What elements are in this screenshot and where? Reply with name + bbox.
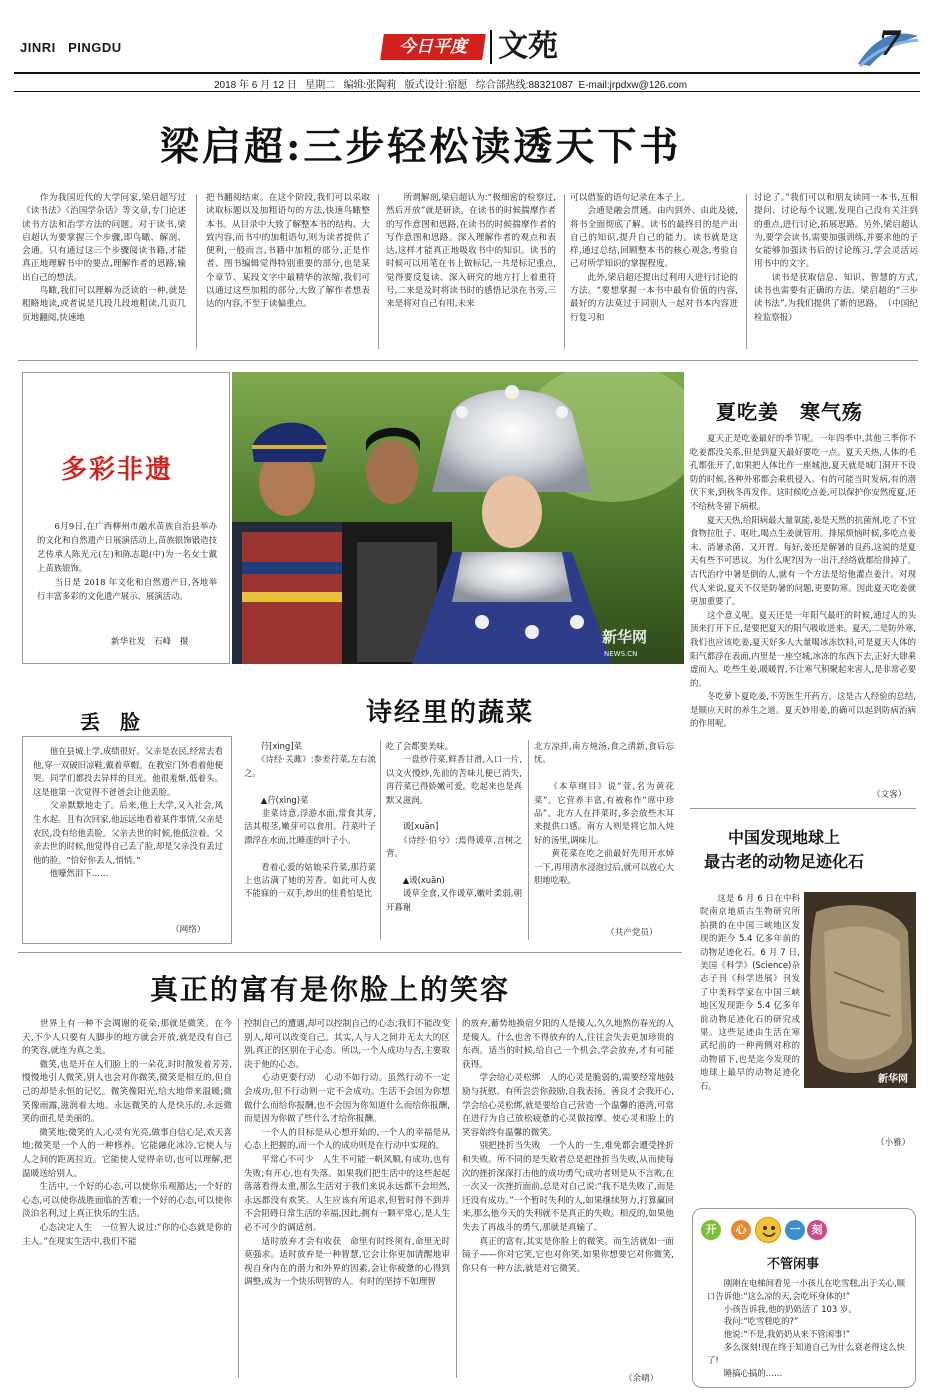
diulian-body: 他在县城上学,成绩很好。父亲是农民,经常去看他,穿一双破旧凉鞋,戴着草帽。在教室门外看着他便哭。同学们都投去异样的目光。他很羞惭,低着头。这是他第一次觉得不爸爸会让他丢脸。 父亲默默地走了。后来,他上大学,又入社会,风生水起。且有次回家,他远远地看着某件事情,父亲是农民,没有给他丢脸。父亲去世的时候,他低泣着。父亲去世的时候,他觉得自己丢了脸,却是父亲没有丢过他的脸。“恰好你丢人,悄悄。” 他嚎然泪下…… — [33, 746, 223, 879]
fossil-photo — [804, 892, 916, 1088]
diulian-headline: 丢 脸 — [80, 710, 140, 734]
section-title: 文苑 — [498, 29, 558, 64]
lead-column-2: 把书翻阅结束。在这个阶段,我们可以采取读取标题以及加粗语句的方法,快速鸟瞰整本书。从目录中大致了解整本书的结构、大致内容,而书中的加粗语句,则为读者提供了便利,一般而言,书籍中加粗的部分,正是作者、图书编辑觉得特别重要的部分,也是某个章节、某段文字中最精华的浓缩,我们可以通过这些加粗的部分,大致了解作者想表达的内容,不至于读偏重点。 — [206, 193, 370, 310]
diulian-credit: （网络） — [171, 925, 206, 935]
page-number-badge — [856, 26, 920, 68]
ginger-credit: （文客） — [872, 790, 907, 800]
heritage-photo-illustration — [232, 372, 684, 664]
lead-column-3: 所谓解剖,梁启超认为:“极细密的检察过,然后开放”就是研读。在读书的时候揣摩作者的写作意图和思路,在读书的时候揣摩作者的写作意图和思路。深入理解作者的观点和表达,这样才能真正地吸收书中的知识。读书的时候可以用笔在书上做标记,一共是标记重点,觉得要反复读、深入研究的地方打上着重符号,二来是及时将读书时的感悟记录在书旁,三来是将对自己有用,未来 — [386, 193, 556, 310]
masthead-divider — [490, 30, 492, 64]
lead-column-1: 作为我国近代的大学问家,梁启超写过《读书法》《治国学杂话》等文章,专门论述读书方法和治学方法的问题。对于读书,梁启超认为要掌握三个步骤,即鸟瞰、解剖、会通。只有通过这三个步骤阅读书籍,才能真正地理解书中的要点,理解作者的思路,输出自己的想法。 鸟瞰,我们可以理解为泛读的一种,就是粗略地读,或者说是几段几段地粗读,几页几页地翻阅,快速地 — [22, 193, 186, 323]
vegetables-credit: （共产党员） — [606, 928, 658, 938]
section-divider-middle — [18, 952, 682, 953]
humor-badge — [701, 1217, 821, 1243]
vegetables-divider-1 — [380, 740, 381, 940]
humor-headline: 不管闲事 — [767, 1257, 820, 1272]
masthead — [14, 26, 920, 96]
heritage-photo — [232, 372, 684, 664]
photo-feature-caption: 6月9日,在广西柳州市融水苗族自治县举办的文化和自然遗产日展演活动上,苗族银饰锻造技艺传承人陈光元(左)和陈志聪(中)为一名女士戴上苗族银饰。 当日是 2018 年文化和自然遗产日,各地举行丰富多彩的文化遗产展示、展演活动。 — [37, 521, 217, 601]
lead-headline: 梁启超:三步轻松读透天下书 — [160, 124, 682, 170]
lead-divider-1 — [196, 194, 197, 349]
smile-column-1: 世界上有一种不会凋谢的花朵,那就是微笑。在今天,不少人只要有人脚步的地方就会开放,就是没有自己的笑容,就连为真之美。 微笑,也是开在人们脸上的一朵花,时时散发着芳芳,慢慢地引人微笑,别人也会对你微笑,微笑是相互的,但自己的却是永恒的记忆。微笑像阳光,给大地带来温暖;微笑像雨露,滋润着大地。永远微笑的人是快乐的,永远微笑的面孔是美丽的。 微笑地;微笑的人,心灵有光亮,做事自信心足,欢天喜地;微笑是一个人的一种修养。它能融化冰冷,它使人与人之间的距离拉近。它能使人觉得亲切,也可以理解,把温暖送给别人。 生活中,一个好的心态,可以使你乐观豁达;一个好的心态,可以使你战胜面临的苦难;一个好的心态,可以使你淡泊名利,过上真正快乐的生活。 心态决定人生 一位智人说过:“你的心态就是你的主人。”在现实生活中,我们不能 — [22, 1019, 232, 1247]
ginger-fossil-divider — [690, 808, 916, 809]
vegetables-headline: 诗经里的蔬菜 — [366, 698, 535, 728]
humor-body: 刚刚在电梯间看见一小孩儿在吃雪糕,出于关心,顺口告诉他:“这么凉的天,会吃坏身体的!” 小孩告诉我,他的奶奶活了 103 岁。 我问:“吃雪糕吃的?” 他说:“不是,我奶奶从来不管闲事!” 多么深刻!现在终于知道自己为什么衰老得这么快了! 睡搞心搞的…… — [707, 1278, 905, 1378]
newspaper-logo-text: 今日平度 — [399, 37, 467, 57]
masthead-pinyin: JINRI PINGDU — [20, 40, 122, 55]
photo-watermark: 新华网 — [602, 628, 648, 646]
photo-feature-title: 多彩非遗 — [61, 455, 174, 485]
diulian-box — [22, 736, 232, 944]
humor-badge-char-2: 心 — [731, 1220, 751, 1240]
smile-column-2: 控制自己的遭遇,却可以控制自己的心态;我们不能改变别人,却可以改变自己。其实,人与人之间并无太大的区别,真正的区别在于心态。所以,一个人成功与否,主要取决于他的心态。 心动更要行动 心动不如行动。虽然行动不一定会成功,但不行动则一定不会成功。生活不会因为你想做什么而给你报酬,也不会因为你知道什么而给你报酬,而是因为你做了些什么才给你报酬。 一个人的目标是从心想开始的,一个人的幸福是从心态上把握的,而一个人的成功则是在行动中实现的。 平常心不可少 人生不可能一帆风顺,有成功,也有失败;有开心,也有失落。如果我们把生活中的这些起起落落看得太重,那么生活对于我们来说永远都不会坦然,永远都没有欢笑。人生应该有所追求,但暂时得不到并不会阻碍日常生活的幸福,因此,拥有一颗平常心,是人生必不可少的调适剂。 适时放弃才会有收获 命里有时终须有,命里无时莫强求。适时放弃是一种智慧,它会让你更加清醒地审视自身内在的潜力和外界的因素,会让你疲惫的心得到调整,成为一个快乐明智的人。有时的坚持不如理智 — [244, 1019, 450, 1288]
fossil-body-continued — [700, 1090, 916, 1140]
lead-column-4: 可以借鉴的语句记录在本子上。 会通是融会贯通。由内到外、由此及彼,将书全面彻底了解。读书的最终目的是产出自己的知识,提升自己的能力。读书就是这样,通过总结,回顾整本书的核心观念,考验自己对所学知识的掌握程度。 此外,梁启超还提出过利用人进行讨论的方法。“要想掌握一本书中最有价值的内容,最好的方法莫过于同别人一起对书本内容进行复习和 — [570, 193, 738, 323]
smile-divider-2 — [456, 1018, 457, 1378]
fossil-credit: （小雅） — [876, 1138, 911, 1148]
fossil-body: 这是 6 月 6 日在中科院南京地质古生物研究所拍摄的在中国三峡地区发现的距今 5.4 亿多年前的动物足迹化石。6 月 7 日,美国《科学》(Science)杂志子刊《科学进展》刊发了中美科学家在中国三峡地区发现距今 5.4 亿多年前动物足迹化石的研究成果。这些足迹由生活在寒武纪前的一种两侧对称的动物留下,也是迄今发现的地球上最早的动物足迹化石。 — [700, 893, 800, 1091]
humor-box — [692, 1208, 916, 1388]
humor-badge-char-4: 刻 — [807, 1220, 827, 1240]
smile-divider-1 — [238, 1018, 239, 1378]
smiley-face-icon — [755, 1217, 781, 1243]
vegetables-column-3: 北方凉拌,南方炖汤,食之清新,食后忘忧。 《本草纲目》说“萱,名为黄花菜”。它营养丰富,有被称作“席中珍品”。北方人在拌菜时,多会放些木耳来提供口感。南方人则是将它加入炖好的汤里,调味儿。 黄花菜在吃之前最好先用开水焯一下,再用清水浸泡过后,就可以放心大胆地吃啦。 — [534, 741, 674, 886]
smile-credit: （余晴） — [624, 1374, 659, 1384]
photo-watermark-url: NEWS.CN — [604, 650, 638, 658]
humor-badge-char-3: 一 — [785, 1220, 805, 1240]
page-number: 7 — [878, 24, 902, 64]
smile-column-3: 的放弃,蓄势地换宿夕阳的人是傻人,久久地熬伤春光的人是傻人。什么也舍不得放弃的人,往往会失去更加珍贵的东西。适当的时候,给自己一个机会,学会放弃,才有可能获得。 学会给心灵松绑 人的心灵是脆弱的,需要经常地鼓励与抚慰。有所尝尝你鼓励,自我表扬。善良才会我开心,学会给心灵松绑,就是要给自己营造一个温馨的港湾,可常在进行为自己放松疲惫的心灵做按摩。使心灵和脸上的笑容始终有温馨的微笑。 别把挫折当失败 一个人的一生,难免都会遭受挫折和失败。所不同的是失败者总是把挫折当失败,从而使每次的挫折深深打击他的成功勇气;成功者则是从不言败,在一次又一次挫折面前,总是对自己说:“我不是失败了,而是还没有成功。”一个暂时失利的人,如果继续努力,打算赢回来,那么他今天的失利就不是真正的失败。相反的,如果他失去了再战斗的勇气,那就是真输了。 真正的富有,其实是你脸上的微笑。而生活就如一面镜子——你对它笑,它也对你笑,如果你想要它对你微笑,你只有一种方法,就是对它微笑。 — [462, 1019, 674, 1274]
photo-feature-box — [22, 372, 230, 664]
lead-divider-3 — [564, 194, 565, 349]
fossil-headline: 中国发现地球上 最古老的动物足迹化石 — [704, 828, 865, 871]
newspaper-logo — [380, 34, 486, 60]
fossil-watermark: 新华网 — [878, 1074, 908, 1085]
lead-divider-4 — [746, 194, 747, 349]
humor-badge-char-1: 开 — [701, 1220, 721, 1240]
masthead-info-text: 2018 年 6 月 12 日 星期二 编辑:张陶莉 版式设计:宿愿 综合部热线:88321087 E-mail:jrpdxw@126.com — [214, 80, 688, 91]
smile-headline: 真正的富有是你脸上的笑容 — [150, 973, 511, 1006]
fossil-rock-illustration — [804, 892, 916, 1088]
ginger-headline: 夏吃姜 寒气殇 — [716, 400, 863, 424]
section-divider-top — [18, 360, 918, 361]
lead-column-5: 讨论了。”我们可以和朋友读同一本书,互相提问、讨论每个议题,发现自己没有关注到的重点,进行讨论,拓展思路。另外,梁启超认为,要学会读书,需要加强训练,并要求他的子女能够加强读书后的讨论练习,学会灵活运用书中的文字。 读书是获取信息、知识、智慧的方式,读书也需要有正确的方法。梁启超的“三步读书法”,为我们提供了新的思路。 （中国纪检监察报） — [754, 193, 918, 323]
vegetables-column-1: 荇[xìng]菜 《诗经·关雎》:参差荇菜,左右流之。 ▲荇(xìng)菜 韭菜诗意,浮游水面,常食其芽,活其根茎,嫩芽可以食用。荇菜叶子漂浮在水面,比睡莲的叶子小。 看着心爱的姑娘采荇菜,那荇菜上也沾满了她的芳香。如此可人夜不能寐的一双手,炒出的佳肴怕是比 — [244, 741, 376, 899]
photo-feature-credit: 新华社发 石峰 摄 — [111, 637, 189, 647]
ginger-body: 夏天正是吃姜最好的季节呢。一年四季中,其他三季你不吃姜都没关系,但是到夏天最好要吃一点。夏天天热,人体的毛孔都张开了,如果把人体比作一座城池,夏天就是城门洞开不设防的时候,各种外邪都会乘机侵入。有的可能当时发病,有的潜伏下来,到秋冬再发作。这时候吃点姜,可以保护你安然度夏,还不给秋冬留下病根。 夏天天热,给阳病最大量氧能,姜是天然的抗菌剂,吃了不宜食物拉肚子、呕吐,喝点生姜就管用。排尿烦恼时候,多吃点姜末、消暑杀菌、又开胃。每好,姜还是解暑的良药,这说的是夏天有些不可思议。为什么呢?因为一出汗,经络就都给排掉了。古代治疗中暑是倒的人,就有一个方法是给他灌点姜汁。对现代人来说,夏天不仅是防暑的问题,更要防寒。因此夏天吃姜就更加重要了。 这个意义呢。夏天还是一年阳气最旺的时候,通过人的头顶来打开下丘,是要把夏天的阳气吸收进来。夏天,二是防外寒,我们也应该吃姜,夏天好多人大量喝冰冻饮料,可是夏天人体的阳气都浮在表面,内里是一座空城,冰冻的东西下去,正好大肆乘虚而入。吃些生姜,暖暖胃,不让寒气积聚起来害人,是非常必要的。 冬吃萝卜夏吃姜,不劳医生开药方。这是古人经验的总结,是顺应天时的养生之道。夏天妙用姜,的确可以起到防病治病的作用呢。 — [690, 433, 916, 729]
vegetables-divider-2 — [528, 740, 529, 940]
vegetables-column-2: 吃了会都要美味。 一盘炒荇菜,鲜香甘滑,入口一片,以文火慢炒,先前的苦味儿便已消失,再荇菜已得娇嫩可爱。吃起来也是真默又滋润。 谖[xuān] 《诗经·伯兮》:焉得谖草,言树之背。 ▲谖(xuān) 谖草全食,又作谖草,嫩叶柔弱,朝开暮谢 — [386, 741, 522, 912]
smiley-face-svg — [756, 1218, 782, 1244]
lead-divider-2 — [378, 194, 379, 349]
masthead-info-bar — [14, 72, 920, 92]
